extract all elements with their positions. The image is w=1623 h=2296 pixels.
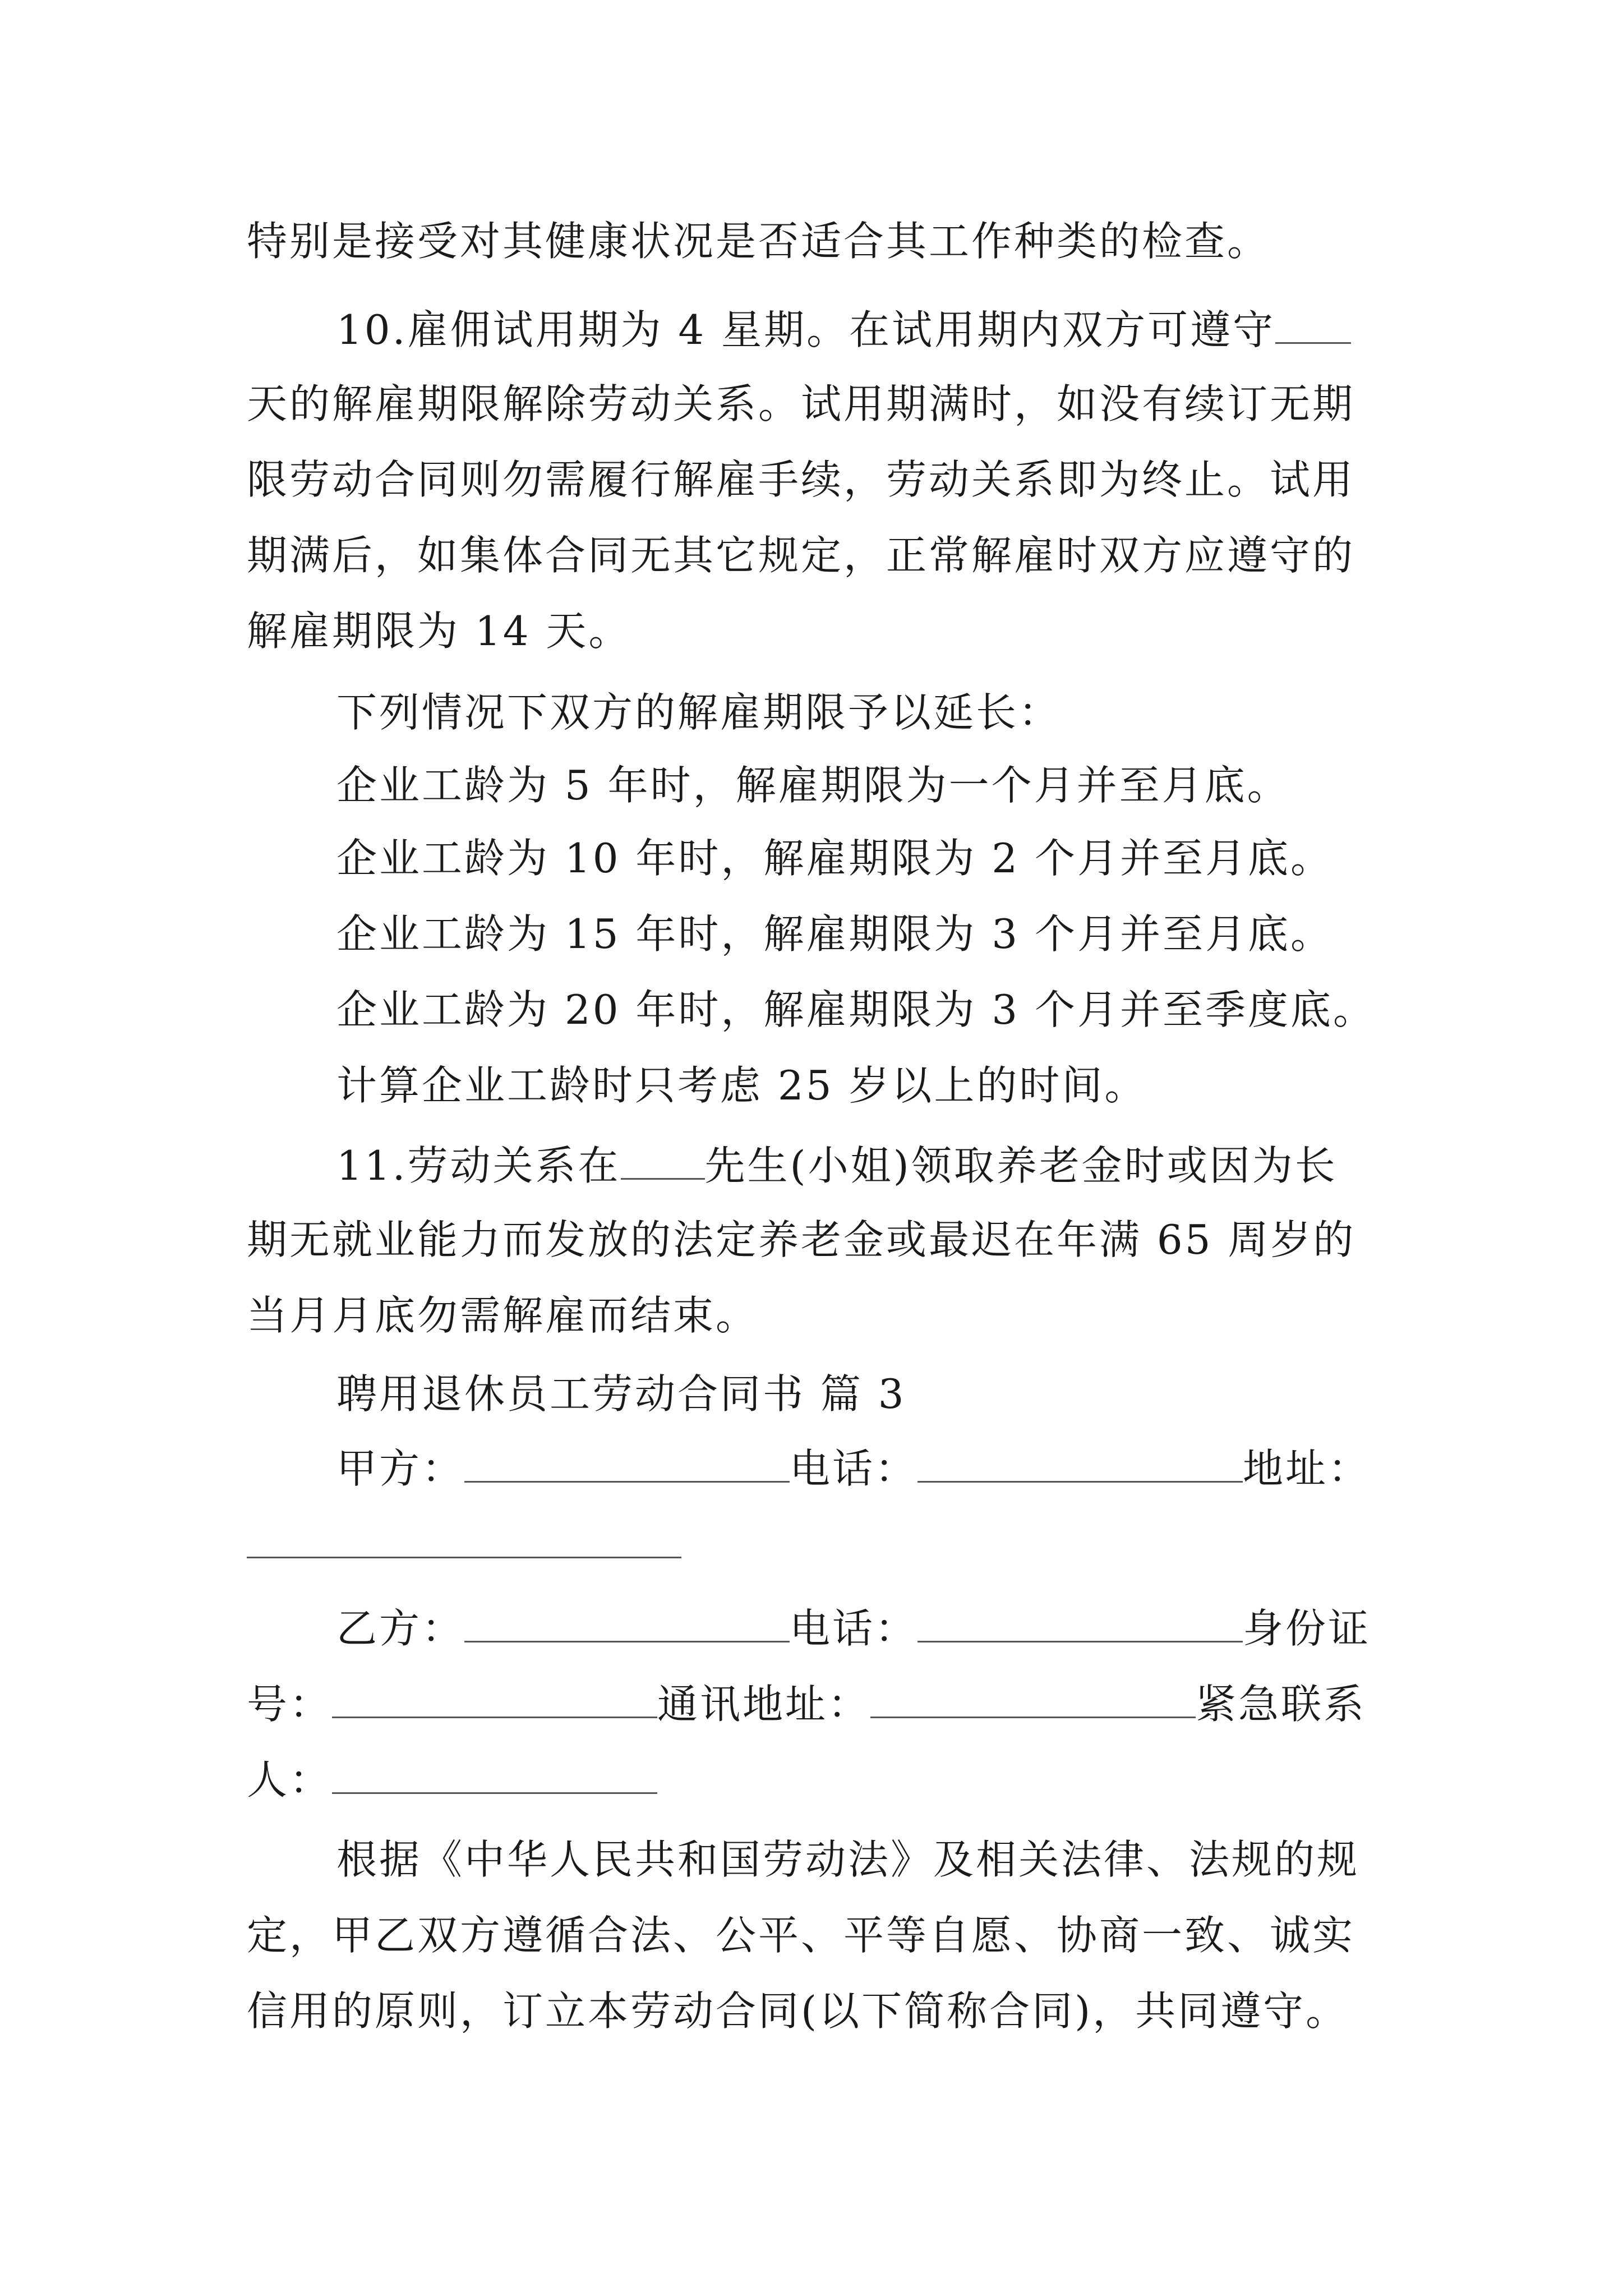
- paragraph-line: 解雇期限为 14 天。: [247, 608, 631, 655]
- party-a-name-field: [464, 1442, 790, 1483]
- paragraph-line: 特别是接受对其健康状况是否适合其工作种类的检查。: [247, 218, 1270, 265]
- party-b-id-field: [332, 1677, 657, 1718]
- party-a-address-label: 地址：: [1243, 1445, 1371, 1492]
- paragraph-line: 期满后，如集体合同无其它规定，正常解雇时双方应遵守的: [247, 532, 1355, 579]
- party-b-mail-label: 通讯地址：: [657, 1681, 871, 1728]
- party-b-phone-label: 电话：: [790, 1605, 918, 1652]
- section-heading: 聘用退休员工劳动合同书 篇 3: [336, 1370, 906, 1418]
- party-a-phone-field: [917, 1442, 1243, 1483]
- paragraph-line: 限劳动合同则勿需履行解雇手续，劳动关系即为终止。试用: [247, 456, 1355, 503]
- paragraph-line: 根据《中华人民共和国劳动法》及相关法律、法规的规: [336, 1836, 1360, 1883]
- party-b-mail-field: [870, 1677, 1196, 1718]
- paragraph-line: 企业工龄为 10 年时，解雇期限为 2 个月并至月底。: [336, 835, 1333, 882]
- paragraph-line: 下列情况下双方的解雇期限予以延长：: [336, 689, 1062, 736]
- party-b-name-field: [464, 1602, 790, 1642]
- party-b-contact-label: 紧急联系: [1196, 1681, 1367, 1728]
- paragraph-line: 期无就业能力而发放的法定养老金或最迟在年满 65 周岁的: [247, 1216, 1356, 1263]
- party-b-line: [336, 1602, 1371, 1654]
- paragraph-line: [336, 1139, 1338, 1191]
- clause-10-start: 10.雇佣试用期为 4 星期。在试用期内双方可遵守: [336, 306, 1276, 353]
- party-b-contact-label-cont: 人：: [247, 1756, 333, 1803]
- paragraph-line: 计算企业工龄时只考虑 25 岁以上的时间。: [336, 1062, 1147, 1109]
- blank-field: [621, 1139, 705, 1180]
- party-a-phone-label: 电话：: [790, 1445, 918, 1492]
- paragraph-line: [336, 303, 1351, 355]
- party-a-address-field: [247, 1557, 681, 1558]
- blank-field: [1275, 303, 1351, 344]
- paragraph-line: 当月月底勿需解雇而结束。: [247, 1292, 759, 1339]
- clause-11-start: 11.劳动关系在: [336, 1142, 621, 1189]
- party-b-id-label: 身份证: [1243, 1605, 1371, 1652]
- paragraph-line: 定，甲乙双方遵循合法、公平、平等自愿、协商一致、诚实: [247, 1912, 1355, 1959]
- paragraph-line: 企业工龄为 15 年时，解雇期限为 3 个月并至月底。: [336, 910, 1333, 958]
- party-b-id-label-cont: 号：: [247, 1681, 333, 1728]
- party-a-line: [336, 1442, 1371, 1494]
- paragraph-line: 企业工龄为 20 年时，解雇期限为 3 个月并至季度底。: [336, 986, 1376, 1033]
- party-b-label: 乙方：: [336, 1605, 465, 1652]
- paragraph-line: 企业工龄为 5 年时，解雇期限为一个月并至月底。: [336, 762, 1290, 809]
- party-b-line-2: [247, 1677, 1366, 1729]
- party-b-phone-field: [917, 1602, 1243, 1642]
- clause-11-cont: 先生(小姐)领取养老金时或因为长: [704, 1142, 1338, 1189]
- paragraph-line: 信用的原则，订立本劳动合同(以下简称合同)，共同遵守。: [247, 1987, 1349, 2035]
- party-b-line-3: [247, 1753, 657, 1805]
- party-a-label: 甲方：: [336, 1445, 465, 1492]
- paragraph-line: 天的解雇期限解除劳动关系。试用期满时，如没有续订无期: [247, 380, 1355, 427]
- party-b-contact-field: [332, 1753, 657, 1794]
